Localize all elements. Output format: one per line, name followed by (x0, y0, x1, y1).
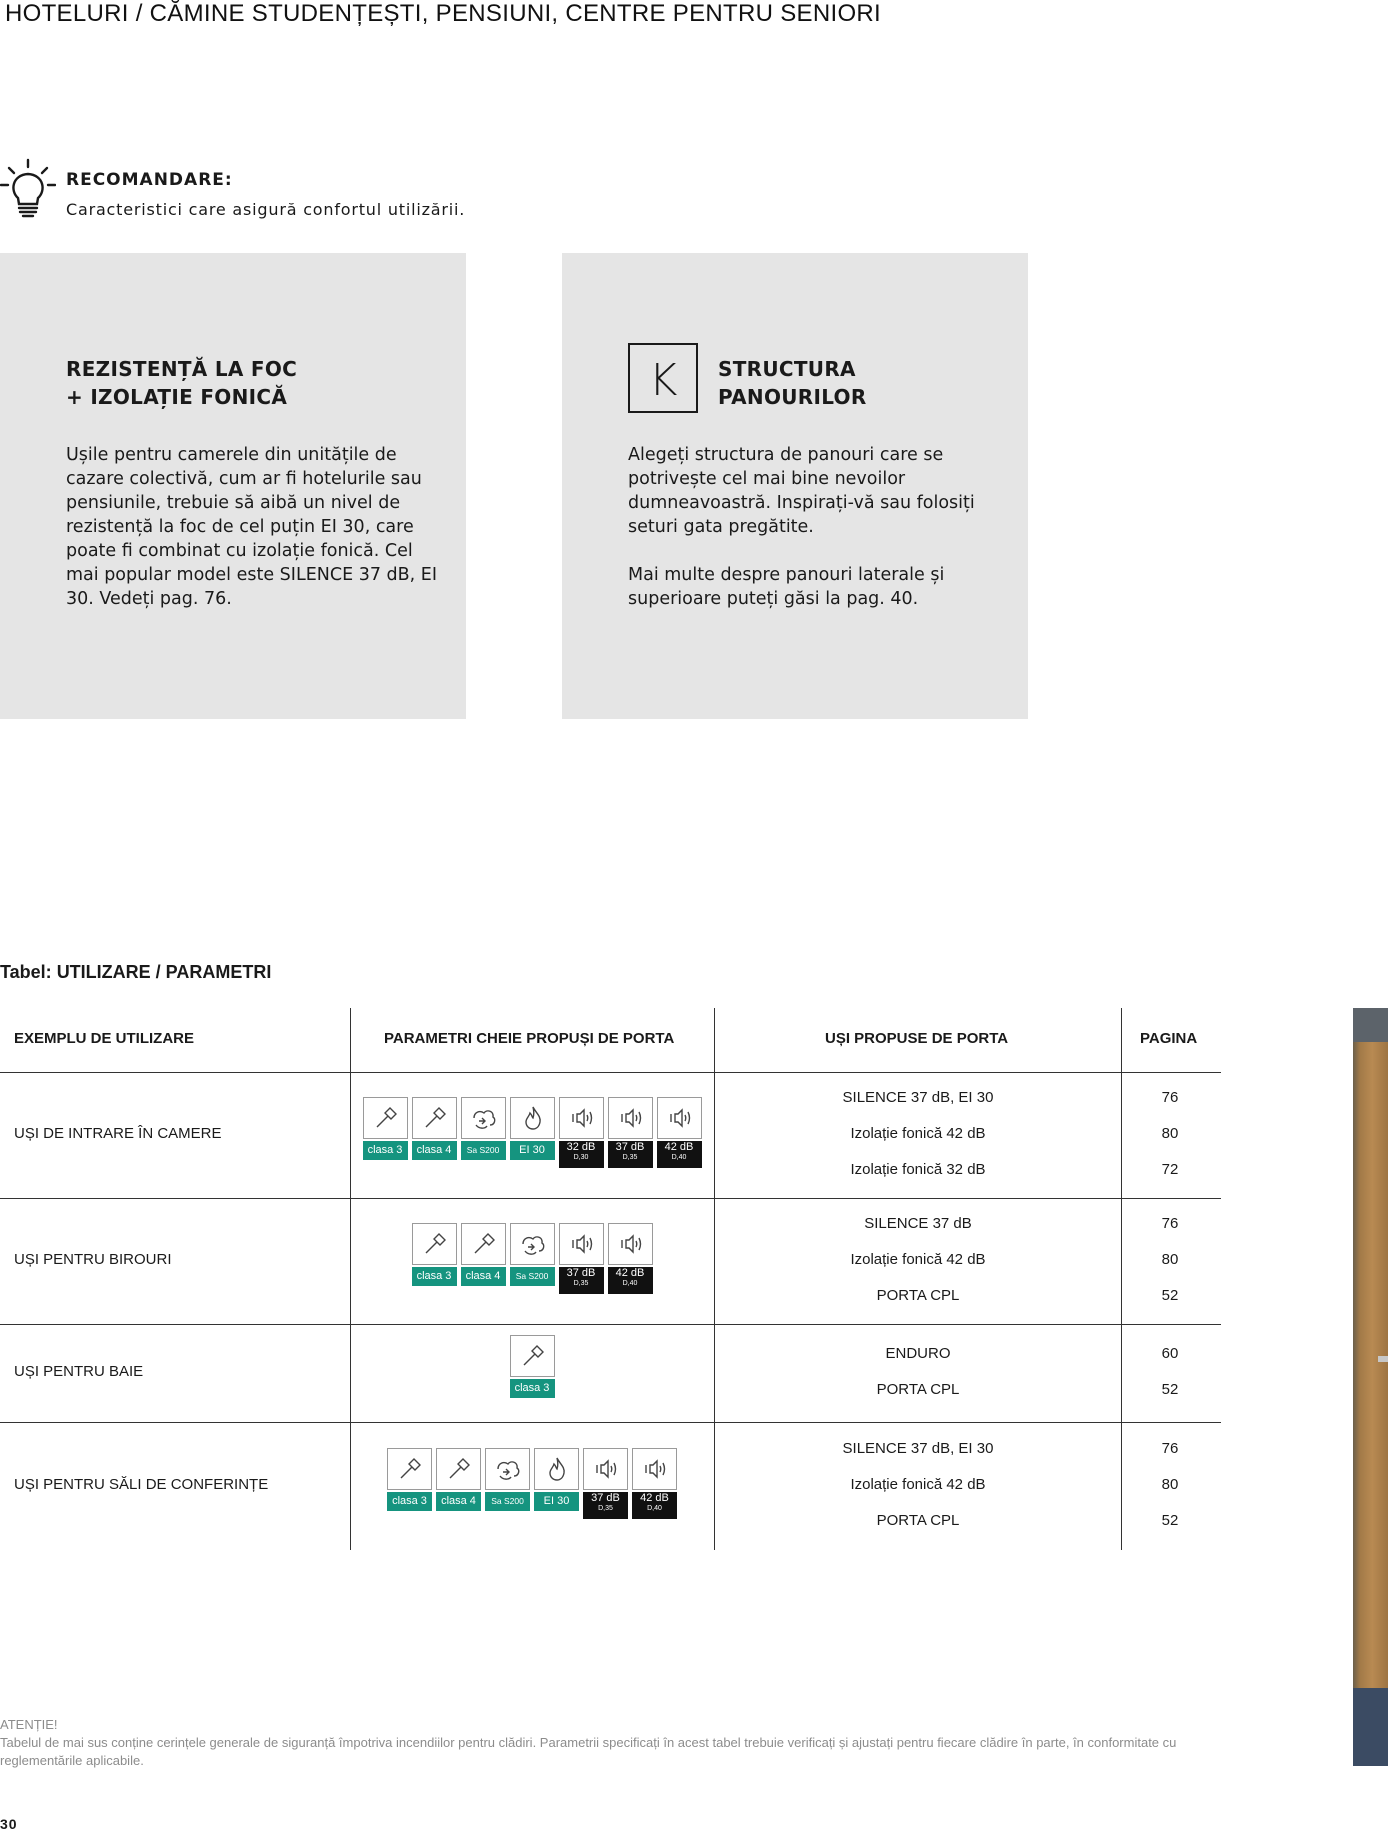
parameter-label: 37 dB D,35 (608, 1141, 653, 1168)
speaker-icon (632, 1448, 677, 1490)
hammer-icon (387, 1448, 432, 1490)
page-reference: 52 (1161, 1381, 1179, 1398)
hammer-icon (363, 1097, 408, 1139)
parameter-badge (534, 1448, 579, 1520)
card-title: REZISTENȚĂ LA FOC + IZOLAȚIE FONICĂ (66, 357, 298, 409)
photo-door-handle (1378, 1356, 1388, 1362)
parameter-label: EI 30 (534, 1492, 579, 1511)
page-number: 30 (0, 1816, 18, 1832)
hammer-icon (412, 1097, 457, 1139)
proposed-door: SILENCE 37 dB, EI 30 (842, 1089, 994, 1106)
parameter-label: EI 30 (510, 1141, 555, 1160)
flame-icon (510, 1097, 555, 1139)
parameter-label: clasa 3 (363, 1141, 408, 1160)
proposed-door: SILENCE 37 dB, EI 30 (842, 1440, 994, 1457)
row-divider (0, 1324, 1221, 1325)
parameter-badge (632, 1448, 677, 1520)
page-reference: 52 (1161, 1287, 1179, 1304)
parameter-badge (559, 1223, 604, 1295)
page-reference: 76 (1161, 1215, 1179, 1232)
hammer-icon (436, 1448, 481, 1490)
speaker-icon (583, 1448, 628, 1490)
card-body (66, 443, 446, 635)
usage-example-cell: UȘI PENTRU BAIE (14, 1363, 144, 1380)
lightbulb-icon (0, 158, 56, 220)
parameter-badge (608, 1223, 653, 1295)
parameter-label: Sa S200 (510, 1267, 555, 1286)
usage-example-cell: UȘI DE INTRARE ÎN CAMERE (14, 1125, 222, 1142)
parameter-label: clasa 4 (412, 1141, 457, 1160)
usage-example-cell: UȘI PENTRU SĂLI DE CONFERINȚE (14, 1476, 269, 1493)
hammer-icon (510, 1335, 555, 1377)
k-letter-icon (630, 345, 696, 411)
table-caption (0, 962, 271, 983)
parameter-label: 37 dB D,35 (559, 1267, 604, 1294)
attention-text: Tabelul de mai sus conține cerințele generale de siguranță împotriva incendiilor pentru clădiri. Parametrii specificați în acest tabel trebuie verificați și ajustați pentru fiecare clădire în parte, în conformitate cu reglementările aplicabile. (0, 1735, 1177, 1768)
row-divider (0, 1072, 1221, 1073)
photo-floor (1353, 1688, 1388, 1766)
card-paragraph: Mai multe despre panouri laterale și superioare puteți găsi la pag. 40. (628, 565, 945, 609)
proposed-door: PORTA CPL (876, 1381, 960, 1398)
speaker-icon (559, 1097, 604, 1139)
proposed-door: SILENCE 37 dB (864, 1215, 972, 1232)
smoke-icon (461, 1097, 506, 1139)
parameter-badge (510, 1223, 555, 1295)
door-photo (1353, 1008, 1388, 1766)
smoke-icon (485, 1448, 530, 1490)
header-usage-example: EXEMPLU DE UTILIZARE (14, 1030, 195, 1047)
card-body (628, 443, 1008, 635)
speaker-icon (608, 1097, 653, 1139)
parameter-badge (510, 1097, 555, 1169)
parameter-badge (412, 1097, 457, 1169)
parameter-badge (559, 1097, 604, 1169)
row-divider (0, 1422, 1221, 1423)
parameter-label: clasa 4 (461, 1267, 506, 1286)
proposed-door: PORTA CPL (876, 1512, 960, 1529)
proposed-door: PORTA CPL (876, 1287, 960, 1304)
parameter-label: Sa S200 (461, 1141, 506, 1160)
parameter-label: 37 dB D,35 (583, 1492, 628, 1519)
page-reference: 72 (1161, 1161, 1179, 1178)
parameter-badge (436, 1448, 481, 1520)
fire-sound-card (0, 253, 466, 719)
header-proposed-doors: UȘI PROPUSE DE PORTA (825, 1030, 1009, 1047)
svg-text:K: K (648, 355, 678, 406)
speaker-icon (559, 1223, 604, 1265)
flame-icon (534, 1448, 579, 1490)
speaker-icon (657, 1097, 702, 1139)
proposed-door: Izolație fonică 32 dB (850, 1161, 986, 1178)
parameter-badge (657, 1097, 702, 1169)
parameter-icons (387, 1448, 677, 1520)
page-reference: 80 (1161, 1125, 1179, 1142)
proposed-door: Izolație fonică 42 dB (850, 1251, 986, 1268)
parameter-label: clasa 4 (436, 1492, 481, 1511)
parameter-label: clasa 3 (510, 1379, 555, 1398)
proposed-door: Izolație fonică 42 dB (850, 1125, 986, 1142)
parameter-badge (412, 1223, 457, 1295)
recommendation-title: RECOMANDARE: (66, 170, 233, 190)
parameter-badge (583, 1448, 628, 1520)
column-divider (350, 1008, 351, 1550)
speaker-icon (608, 1223, 653, 1265)
recommendation-block (0, 158, 700, 222)
hammer-icon (412, 1223, 457, 1265)
parameter-label: 42 dB D,40 (608, 1267, 653, 1294)
parameter-label: 42 dB D,40 (632, 1492, 677, 1519)
page-reference: 80 (1161, 1251, 1179, 1268)
proposed-door: ENDURO (885, 1345, 951, 1362)
parameter-label: 42 dB D,40 (657, 1141, 702, 1168)
usage-example-cell: UȘI PENTRU BIROURI (14, 1251, 172, 1268)
caption-label: Tabel: (0, 962, 52, 982)
parameter-label: 32 dB D,30 (559, 1141, 604, 1168)
parameter-badge (485, 1448, 530, 1520)
parameter-badge (461, 1223, 506, 1295)
parameter-badge (608, 1097, 653, 1169)
attention-note (0, 1716, 1180, 1770)
k-badge-icon (628, 343, 698, 413)
proposed-door: Izolație fonică 42 dB (850, 1476, 986, 1493)
photo-ceiling (1353, 1008, 1388, 1042)
parameter-icons (363, 1097, 702, 1169)
page-reference: 60 (1161, 1345, 1179, 1362)
page-title: HOTELURI / CĂMINE STUDENȚEȘTI, PENSIUNI, CENTRE PENTRU SENIORI (5, 0, 882, 27)
smoke-icon (510, 1223, 555, 1265)
attention-title: ATENȚIE! (0, 1717, 58, 1732)
header-key-parameters: PARAMETRI CHEIE PROPUȘI DE PORTA (384, 1030, 675, 1047)
parameter-label: clasa 3 (412, 1267, 457, 1286)
parameter-label: Sa S200 (485, 1492, 530, 1511)
page-reference: 52 (1161, 1512, 1179, 1529)
parameter-badge (363, 1097, 408, 1169)
card-paragraph: Ușile pentru camerele din unitățile de cazare colectivă, cum ar fi hotelurile sau pensiunile, trebuie să aibă un nivel de rezistență la foc de cel puțin EI 30, care poate fi combinat cu izolație fonică. Cel mai popular model este SILENCE 37 dB, EI 30. Vedeți pag. 76. (66, 445, 437, 609)
usage-parameters-table (0, 1008, 1221, 1550)
panel-structure-card (562, 253, 1028, 719)
parameter-icons (510, 1335, 555, 1407)
row-divider (0, 1198, 1221, 1199)
parameter-label: clasa 3 (387, 1492, 432, 1511)
card-title: STRUCTURA PANOURILOR (718, 357, 867, 409)
page-reference: 76 (1161, 1089, 1179, 1106)
parameter-badge (461, 1097, 506, 1169)
header-page: PAGINA (1140, 1030, 1198, 1047)
card-paragraph: Alegeți structura de panouri care se potrivește cel mai bine nevoilor dumneavoastră. Inspirați-vă sau folosiți seturi gata pregătite. (628, 445, 975, 537)
parameter-badge (510, 1335, 555, 1407)
parameter-icons (412, 1223, 653, 1295)
recommendation-text: Caracteristici care asigură confortul utilizării. (66, 200, 466, 219)
hammer-icon (461, 1223, 506, 1265)
caption-title: UTILIZARE / PARAMETRI (56, 962, 272, 982)
parameter-badge (387, 1448, 432, 1520)
page-reference: 80 (1161, 1476, 1179, 1493)
page-reference: 76 (1161, 1440, 1179, 1457)
